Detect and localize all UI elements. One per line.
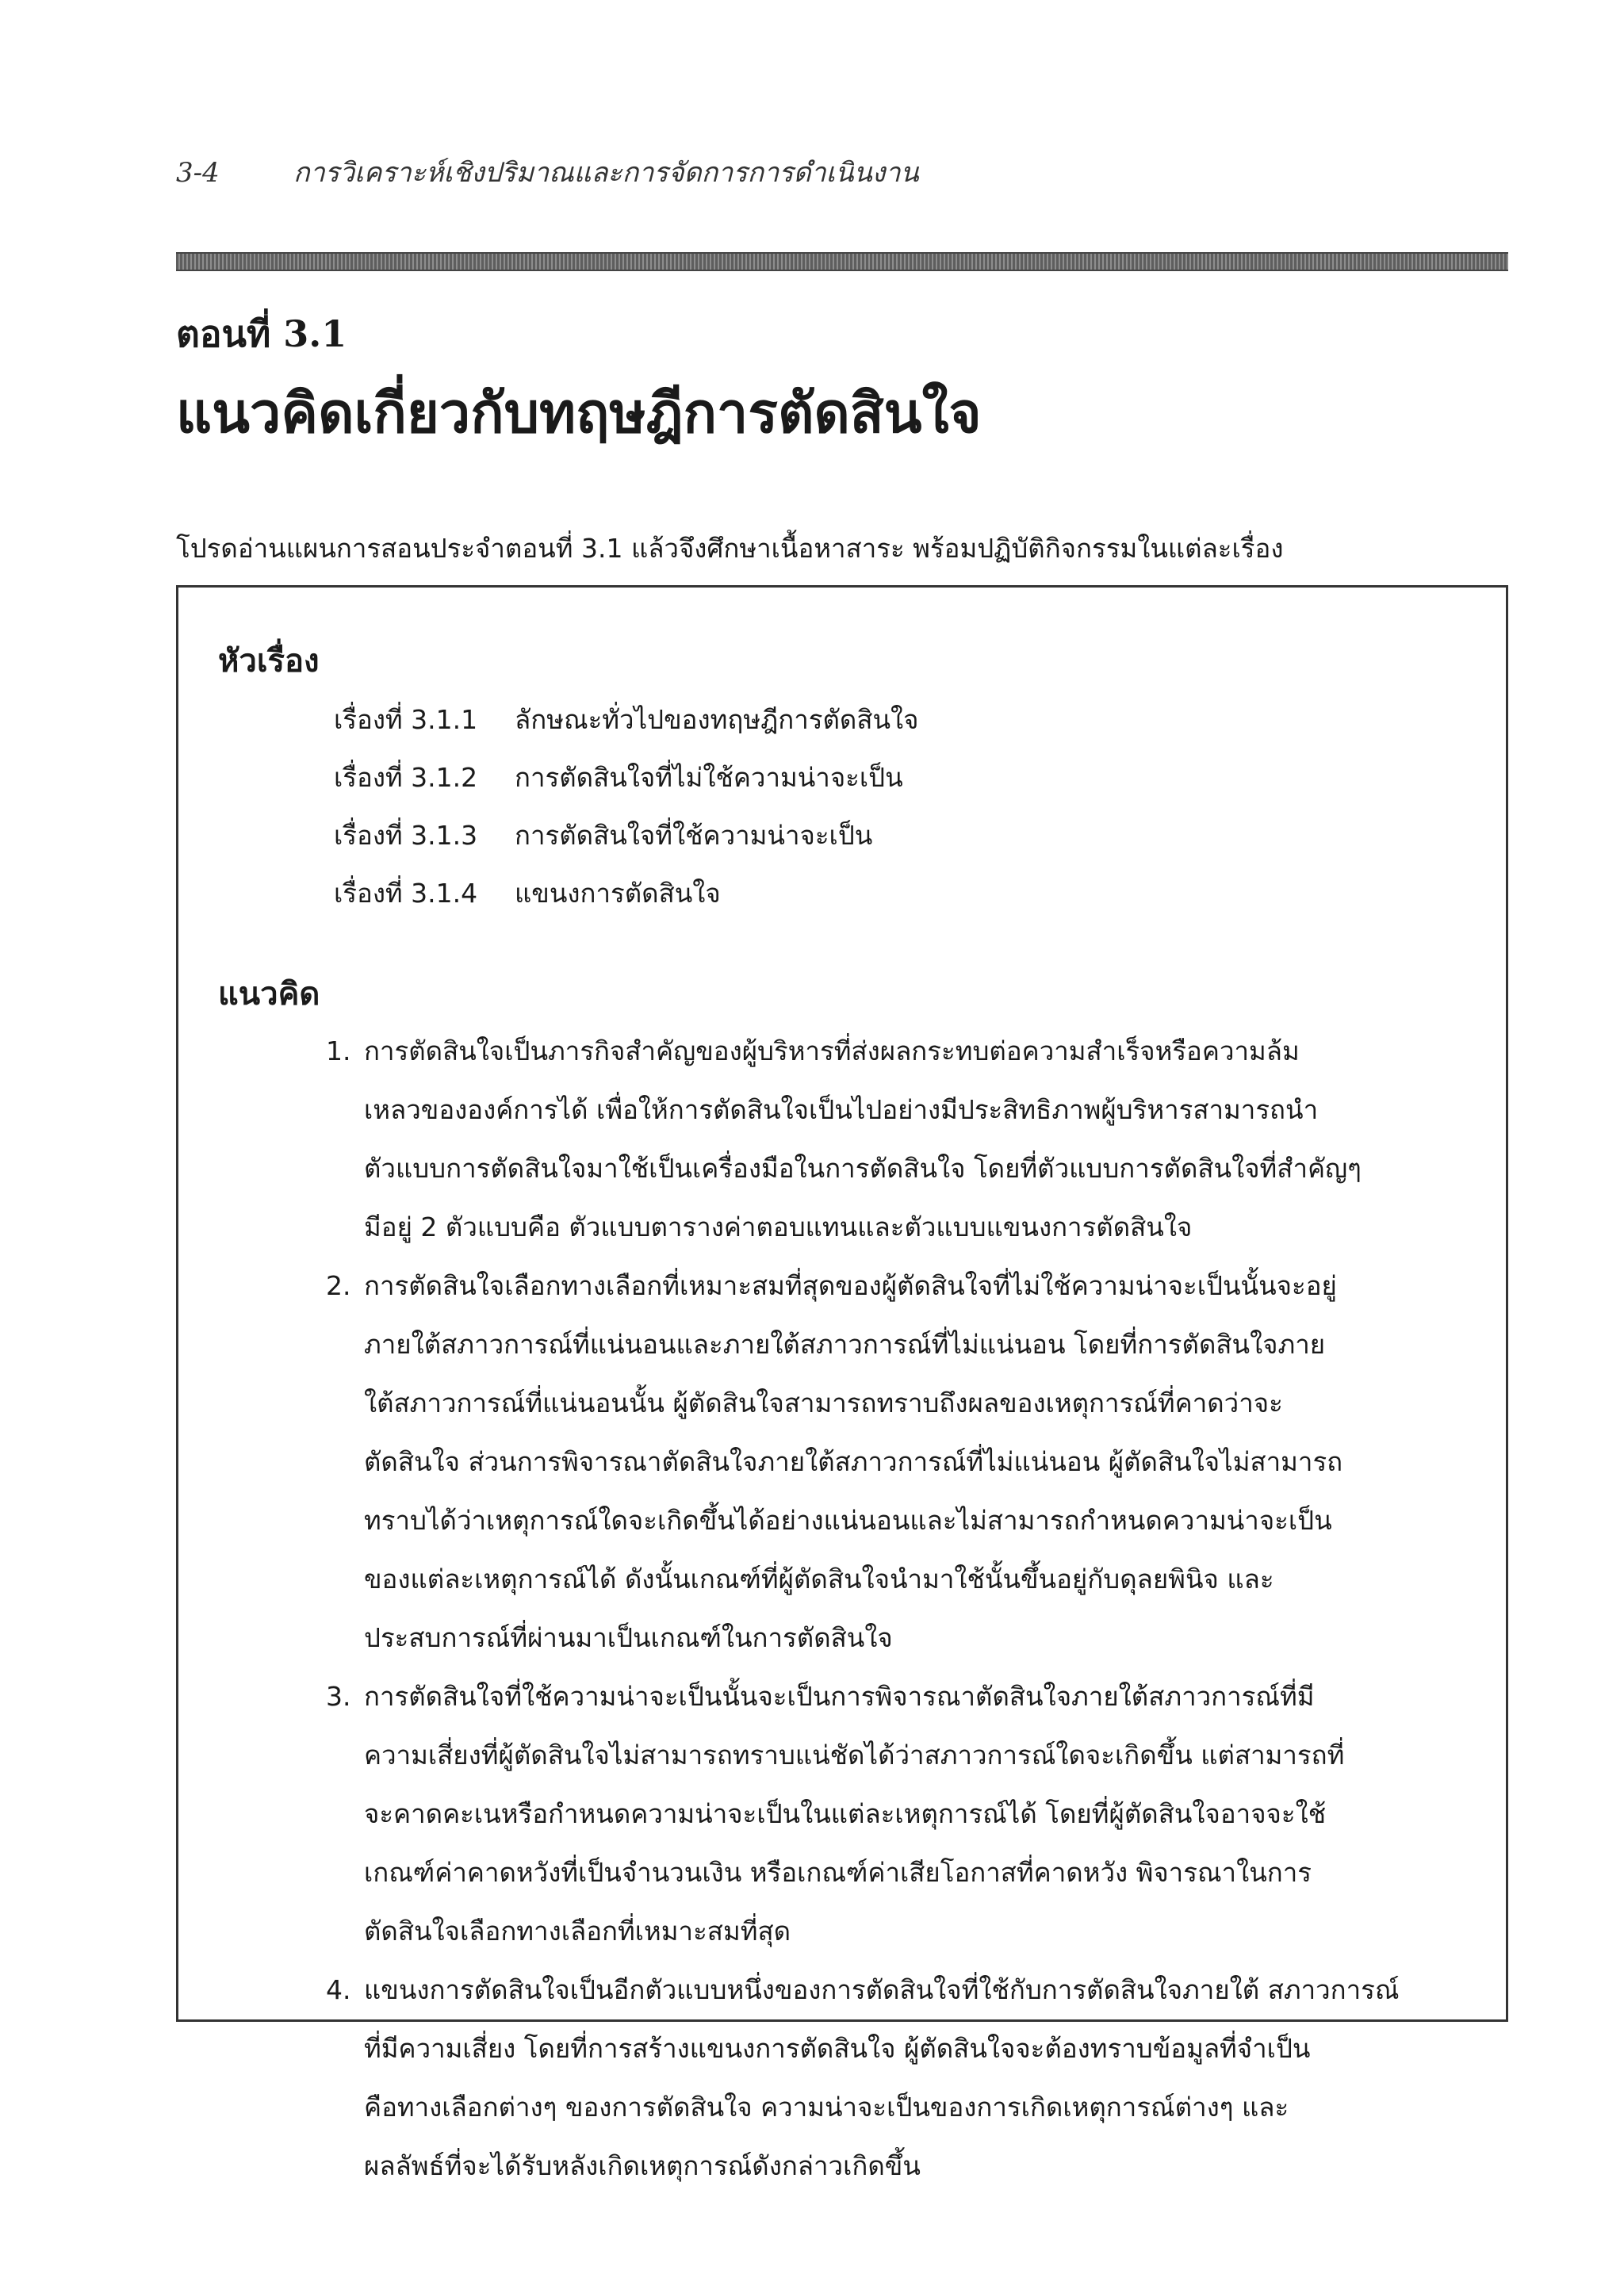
concept-line: ความเสี่ยงที่ผู้ตัดสินใจไม่สามารถทราบแน่ชัดได้ว่าสภาวการณ์ใดจะเกิดขึ้น แต่สามารถที่ bbox=[364, 1740, 1345, 1770]
concept-line: คือทางเลือกต่างๆ ของการตัดสินใจ ความน่าจะเป็นของการเกิดเหตุการณ์ต่างๆ และ bbox=[364, 2092, 1289, 2123]
concept-line: มีอยู่ 2 ตัวแบบคือ ตัวแบบตารางค่าตอบแทนและตัวแบบแขนงการตัดสินใจ bbox=[364, 1212, 1193, 1242]
concept-line: การตัดสินใจเลือกทางเลือกที่เหมาะสมที่สุดของผู้ตัดสินใจที่ไม่ใช้ความน่าจะเป็นนั้นจะอยู่ bbox=[364, 1270, 1337, 1301]
topic-number: เรื่องที่ 3.1.1 bbox=[334, 704, 478, 735]
topics-heading: หัวเรื่อง bbox=[218, 642, 320, 679]
concept-line: ตัดสินใจ ส่วนการพิจารณาตัดสินใจภายใต้สภาวการณ์ที่ไม่แน่นอน ผู้ตัดสินใจไม่สามารถ bbox=[364, 1446, 1343, 1477]
concept-line: ตัดสินใจเลือกทางเลือกที่เหมาะสมที่สุด bbox=[364, 1916, 791, 1947]
concept-line: ผลลัพธ์ที่จะได้รับหลังเกิดเหตุการณ์ดังกล่าวเกิดขึ้น bbox=[364, 2150, 921, 2181]
concept-line: เกณฑ์ค่าคาดหวังที่เป็นจำนวนเงิน หรือเกณฑ์ค่าเสียโอกาสที่คาดหวัง พิจารณาในการ bbox=[364, 1857, 1312, 1888]
concept-item bbox=[326, 1667, 1468, 1961]
concept-line: จะคาดคะเนหรือกำหนดความน่าจะเป็นในแต่ละเหตุการณ์ได้ โดยที่ผู้ตัดสินใจอาจจะใช้ bbox=[364, 1798, 1327, 1829]
concept-number: 4. bbox=[326, 1974, 351, 2005]
concept-number: 3. bbox=[326, 1681, 351, 1712]
topic-number: เรื่องที่ 3.1.2 bbox=[334, 762, 478, 793]
topic-item bbox=[334, 864, 919, 922]
concept-line: การตัดสินใจที่ใช้ความน่าจะเป็นนั้นจะเป็นการพิจารณาตัดสินใจภายใต้สภาวการณ์ที่มี bbox=[364, 1681, 1315, 1712]
section-title: แนวคิดเกี่ยวกับทฤษฎีการตัดสินใจ bbox=[176, 380, 982, 446]
concept-item bbox=[326, 1961, 1468, 2195]
concept-line: ที่มีความเสี่ยง โดยที่การสร้างแขนงการตัดสินใจ ผู้ตัดสินใจจะต้องทราบข้อมูลที่จำเป็น bbox=[364, 2033, 1311, 2064]
concepts-list bbox=[326, 1022, 1468, 2195]
page-number: 3-4 bbox=[176, 157, 220, 189]
concept-number: 1. bbox=[326, 1035, 351, 1066]
concept-line: ภายใต้สภาวการณ์ที่แน่นอนและภายใต้สภาวการณ์ที่ไม่แน่นอน โดยที่การตัดสินใจภาย bbox=[364, 1329, 1326, 1360]
topic-item bbox=[334, 806, 919, 864]
concept-line: ของแต่ละเหตุการณ์ได้ ดังนั้นเกณฑ์ที่ผู้ตัดสินใจนำมาใช้นั้นขึ้นอยู่กับดุลยพินิจ และ bbox=[364, 1564, 1274, 1594]
topic-title: แขนงการตัดสินใจ bbox=[515, 878, 721, 909]
intro-paragraph: โปรดอ่านแผนการสอนประจำตอนที่ 3.1 แล้วจึงศึกษาเนื้อหาสาระ พร้อมปฏิบัติกิจกรรมในแต่ละเรื่อง bbox=[176, 533, 1284, 564]
concept-line: ทราบได้ว่าเหตุการณ์ใดจะเกิดขึ้นได้อย่างแน่นอนและไม่สามารถกำหนดความน่าจะเป็น bbox=[364, 1505, 1332, 1536]
book-title: การวิเคราะห์เชิงปริมาณและการจัดการการดำเนินงาน bbox=[293, 157, 919, 189]
concept-line: เหลวขององค์การได้ เพื่อให้การตัดสินใจเป็นไปอย่างมีประสิทธิภาพผู้บริหารสามารถนำ bbox=[364, 1094, 1319, 1125]
concept-line: แขนงการตัดสินใจเป็นอีกตัวแบบหนึ่งของการตัดสินใจที่ใช้กับการตัดสินใจภายใต้ สภาวการณ์ bbox=[364, 1974, 1400, 2005]
topic-number: เรื่องที่ 3.1.4 bbox=[334, 878, 478, 909]
summary-box bbox=[176, 585, 1508, 2181]
concept-line: การตัดสินใจเป็นภารกิจสำคัญของผู้บริหารที่ส่งผลกระทบต่อความสำเร็จหรือความล้ม bbox=[364, 1035, 1300, 1066]
concept-item bbox=[326, 1022, 1468, 1257]
running-header bbox=[176, 151, 919, 193]
topic-item bbox=[334, 748, 919, 806]
topic-title: ลักษณะทั่วไปของทฤษฎีการตัดสินใจ bbox=[515, 704, 919, 735]
header-rule bbox=[176, 252, 1508, 271]
concept-line: ใต้สภาวการณ์ที่แน่นอนนั้น ผู้ตัดสินใจสามารถทราบถึงผลของเหตุการณ์ที่คาดว่าจะ bbox=[364, 1388, 1283, 1418]
topic-title: การตัดสินใจที่ใช้ความน่าจะเป็น bbox=[515, 820, 873, 851]
topic-item bbox=[334, 691, 919, 748]
concept-number: 2. bbox=[326, 1270, 351, 1301]
concept-line: ตัวแบบการตัดสินใจมาใช้เป็นเครื่องมือในการตัดสินใจ โดยที่ตัวแบบการตัดสินใจที่สำคัญๆ bbox=[364, 1153, 1362, 1184]
section-number: ตอนที่ 3.1 bbox=[176, 312, 347, 355]
topics-list bbox=[334, 691, 919, 922]
topic-title: การตัดสินใจที่ไม่ใช้ความน่าจะเป็น bbox=[515, 762, 903, 793]
topic-number: เรื่องที่ 3.1.3 bbox=[334, 820, 478, 851]
concept-item bbox=[326, 1257, 1468, 1667]
concepts-heading: แนวคิด bbox=[218, 975, 320, 1013]
concept-line: ประสบการณ์ที่ผ่านมาเป็นเกณฑ์ในการตัดสินใจ bbox=[364, 1622, 893, 1653]
